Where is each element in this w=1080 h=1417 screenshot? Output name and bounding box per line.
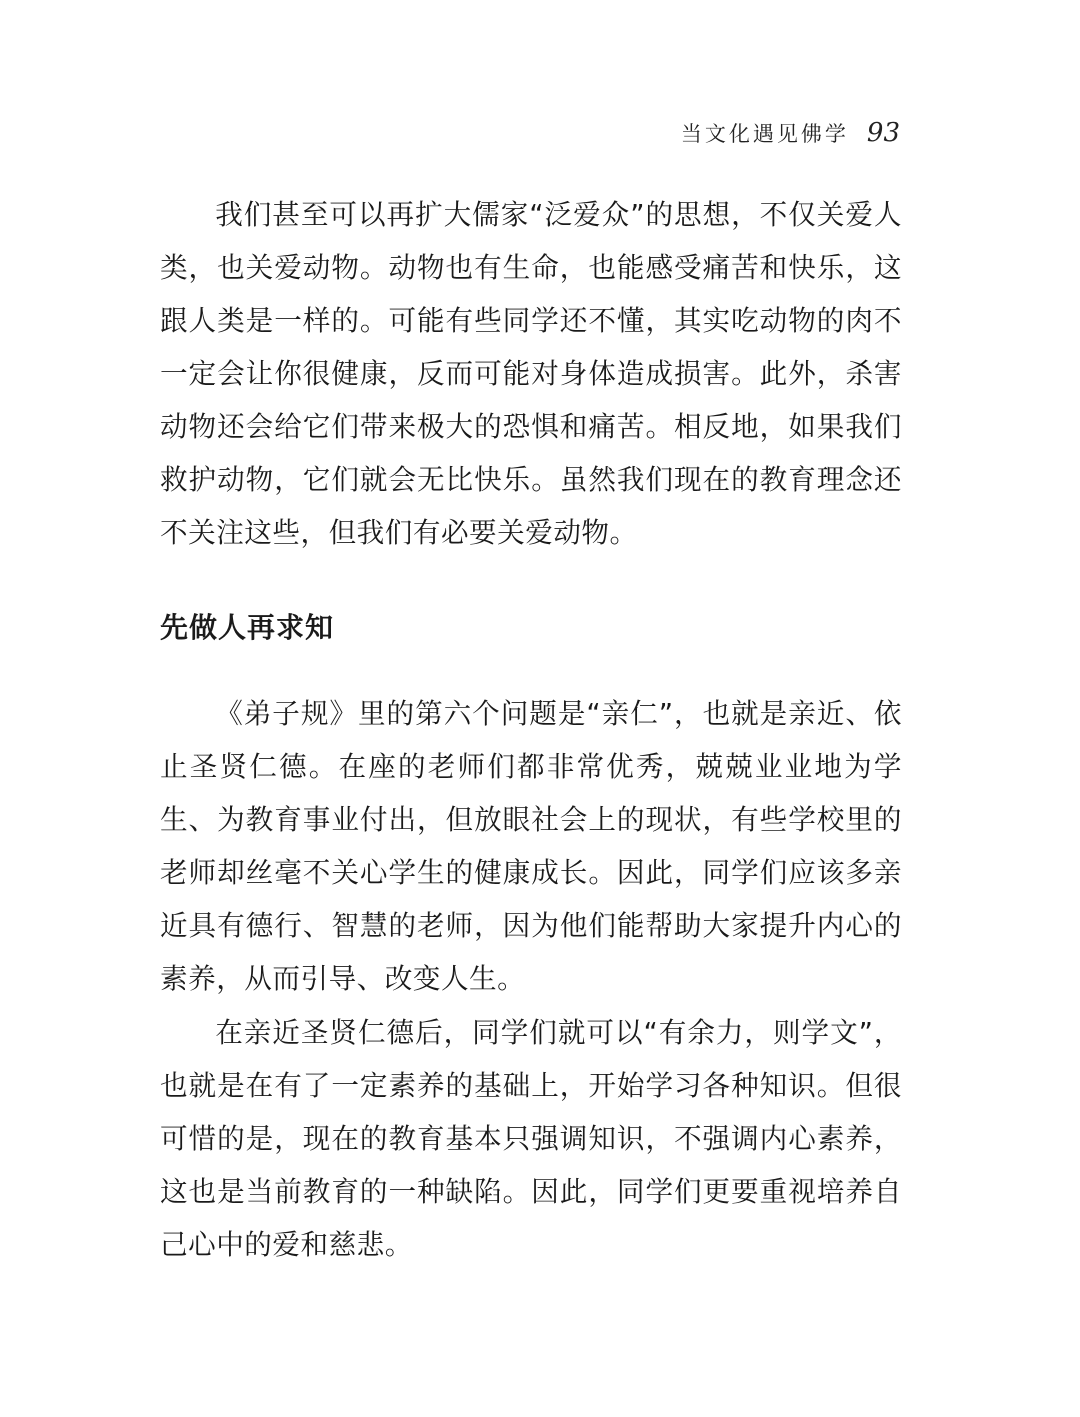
body-paragraph-1-block [160,188,902,559]
body-paragraph: 《弟子规》里的第六个问题是“亲仁”，也就是亲近、依止圣贤仁德。在座的老师们都非常优秀，兢兢业业地为学生、为教育事业付出，但放眼社会上的现状，有些学校里的老师却丝毫不关心学生的健康成长。因此，同学们应该多亲近具有德行、智慧的老师，因为他们能帮助大家提升内心的素养，从而引导、改变人生。 [160,697,902,995]
page-number: 93 [866,118,900,148]
body-paragraph: 在亲近圣贤仁德后，同学们就可以“有余力，则学文”，也就是在有了一定素养的基础上，开始学习各种知识。但很可惜的是，现在的教育基本只强调知识，不强调内心素养，这也是当前教育的一种缺陷。因此，同学们更要重视培养自己心中的爱和慈悲。 [160,1016,902,1261]
running-title: 当文化遇见佛学 [680,122,849,146]
running-header [681,118,900,148]
body-paragraph-2-block [160,687,902,1005]
section-heading: 先做人再求知 [160,611,335,644]
body-paragraph-3-block [160,1006,902,1271]
body-paragraph: 我们甚至可以再扩大儒家“泛爱众”的思想，不仅关爱人类，也关爱动物。动物也有生命，也能感受痛苦和快乐，这跟人类是一样的。可能有些同学还不懂，其实吃动物的肉不一定会让你很健康，反而可能对身体造成损害。此外，杀害动物还会给它们带来极大的恐惧和痛苦。相反地，如果我们救护动物，它们就会无比快乐。虽然我们现在的教育理念还不关注这些，但我们有必要关爱动物。 [160,198,902,549]
